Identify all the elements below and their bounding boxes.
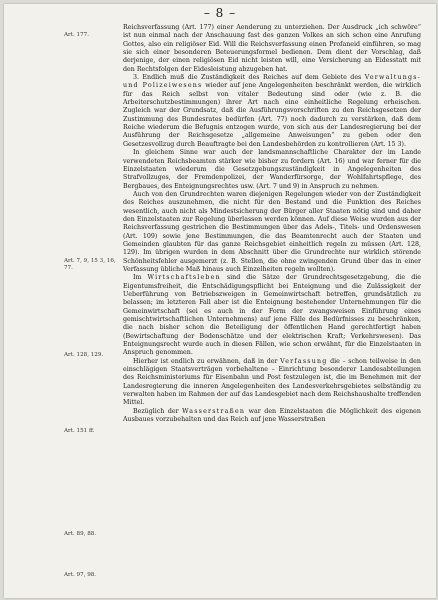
paragraph-rest: war den Einzelstaaten die Möglichkeit des eigenen Ausbaues vorzubehalten und das Reich auf jene Wasserstraßen (123, 407, 421, 424)
paragraph (123, 358, 421, 408)
margin-reference: Art. 177. (64, 32, 89, 38)
paragraph-rest: wieder auf jene Angelegenheiten beschränkt werden, die wirklich für das Reich selbst von vitaler Bedeutung sind oder (wie z. B. die Arbeiterschutzbestimmungen) ihrer Art nach eine einheitliche Regelung erheischen. Zugleich war der Grundsatz, daß die Ausführungsvorschriften zu den Reichsgesetzen der Zustimmung des Bundesrates bedürfen (Art. 77) noch dadurch zu verstärken, daß dem Reiche wiederum die Befugnis entzogen wurde, von sich aus der Landesregierung bei der Ausführung der Reichsgesetze „allgemeine Anweisungen“ zu geben oder den Gesetzesvollzug durch Beauftragte bei den Landesbehörden zu kontrollieren (Art. 15 3). (123, 82, 421, 148)
margin-reference: Art. 89, 88. (64, 531, 97, 537)
paragraph (123, 408, 421, 425)
margin-reference: Art. 128, 129. (64, 352, 104, 358)
page-number: – 8 – (203, 6, 237, 20)
document-page (4, 4, 436, 598)
paragraph: Reichsverfassung (Art. 177) einer Aenderung zu unterziehen. Der Ausdruck „ich schwöre“ ist nun einmal nach der Anschauung fast des ganzen Volkes an sich schon eine Anrufung Gottes, also ein religiöser Eid. Will die Reichsverfassung einen Profaneid einführen, so mag sie sich einer besonderen Beteuerungsformel bedienen. Dem dient der Vorschlag, daß derjenige, der einen religiösen Eid nicht leisten will, eine Versicherung an Eidesstatt mit den Rechtsfolgen der Eidesleistung abzugeben hat. (123, 24, 421, 73)
paragraph-lead: Bezüglich der (133, 407, 179, 415)
margin-reference: Art. 7, 9, 15 3, 16, 77. (64, 258, 116, 271)
body-text (123, 24, 421, 425)
margin-reference: Art. 151 ff. (64, 428, 95, 434)
paragraph-lead: Hierher ist endlich zu erwähnen, daß in der (133, 357, 278, 365)
paragraph (123, 274, 421, 357)
paragraph: Auch von den Grundrechten waren diejenigen Regelungen wieder von der Zuständigkeit des Reiches auszunehmen, die nicht für den Bestand und die Funktion des Reiches wesentlich, auch nicht als Mindestsicherung der Bürger aller Staaten nötig sind und daher den Einzelstaaten zur Regelung überlassen werden können. Auf diese Weise wurden aus der Reichsverfassung gestrichen die Bestimmungen über das Adels-, Titels- und Ordenswesen (Art. 109) sowie jene Bestimmungen, die das Beamtenrecht auch der Staaten und Gemeinden glaubten für das ganze Reichsgebiet einheitlich regeln zu müssen (Art. 128, 129). Im übrigen wurden in dem Abschnitt über die Grundrechte nur wirklich störende Schönheitsfehler ausgemerzt (z. B. Stellen, die ohne zwingenden Grund über das in einer Verfassung übliche Maß hinaus auch Einzelheiten regeln wollten). (123, 190, 421, 273)
paragraph-lead: Im (133, 274, 142, 282)
paragraph-rest: die – schon teilweise in den einschlägigen Staatsverträgen vorbehaltene – Einrichtung besonderer Landesabteilungen des Reichsministeriums für Eisenbahn und Post festzulegen ist, die im Benehmen mit der Landesregierung die inneren Angelegenheiten des Landesverkehrsgebietes selbständig zu verwalten haben im Rahmen der auf das Landesgebiet nach dem Reichshaushalte treffenden Mittel. (123, 357, 421, 407)
paragraph (123, 74, 421, 149)
paragraph: In gleichem Sinne war auch der landsmannschaftliche Charakter der im Lande verwendeten Reichsbeamten stärker wie bisher zu fordern (Art. 16) und war ferner für die Einzelstaaten wiederum die Gesetzgebungszuständigkeit in Angelegenheiten des Strafvollzuges, der Fremdenpolizei, der Wanderfürsorge, der Wohlfahrtspflege, des Bergbaues, des Enteignungsrechtes usw. (Art. 7 und 9) in Anspruch zu nehmen. (123, 149, 421, 190)
paragraph-lead: 3. Endlich muß die Zuständigkeit des Reiches auf dem Gebiete des (133, 74, 362, 82)
margin-reference: Art. 97, 98. (64, 572, 97, 578)
spaced-emphasis: Verfassung (280, 357, 328, 365)
spaced-emphasis: Verwaltungs- und Polizeiwesens (123, 74, 421, 90)
spaced-emphasis: Wirtschaftsleben (147, 274, 221, 282)
spaced-emphasis: Wasserstraßen (182, 407, 246, 415)
paragraph-rest: sind die Sätze der Grundrechtsgesetzgebung, die die Eigentumsfreiheit, die Entschädigungspflicht bei Enteignung und die Zulässigkeit der Ueberführung von Betriebszweigen in Gemeinwirtschaft betreffen, grundsätzlich zu belassen; im letzteren Fall aber ist die Enteignung bestehender Unternehmungen für die Gemeinwirtschaft (sei es auch in der Form der zwangsweisen Einführung eines gemischtwirtschaftlichen Unternehmens) auf jene Fälle des Bedürfnisses zu beschränken, die nach bisher schon die Beteiligung der öffentlichen Hand gerechtfertigt haben (Bewirtschaftung der Bodenschätze und der elektrischen Kraft; Verkehrswesen). Das Enteignungsrecht wurde auch in diesen Fällen, wie schon erwähnt, für die Einzelstaaten in Anspruch genommen. (123, 274, 421, 357)
